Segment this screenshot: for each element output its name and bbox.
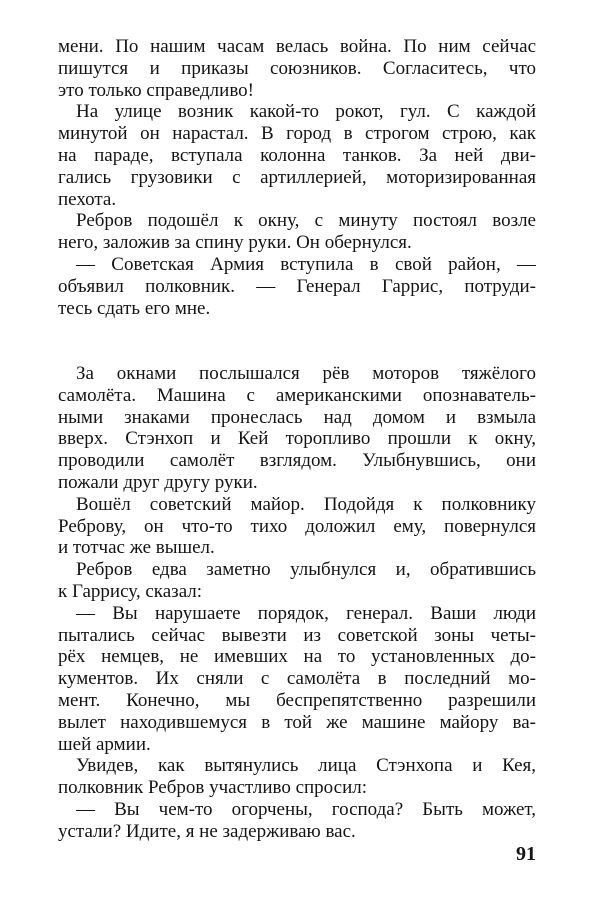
text-line: пожали друг другу руки. bbox=[58, 471, 258, 493]
text-line: гались грузовики с артиллерией, моторизированная bbox=[58, 166, 536, 188]
text-line: и тотчас же вышел. bbox=[58, 537, 215, 559]
text-line: На улице возник какой-то рокот, гул. С каждой bbox=[76, 101, 536, 123]
text-line: пытались сейчас вывезти из советской зоны четы- bbox=[58, 624, 536, 646]
text-line: Ребров подошёл к окну, с минуту постоял возле bbox=[76, 210, 536, 232]
text-line: мент. Конечно, мы беспрепятственно разрешили bbox=[58, 689, 536, 711]
page-number: 91 bbox=[516, 843, 536, 865]
text-line: Увидев, как вытянулись лица Стэнхопа и Кея, bbox=[76, 755, 536, 777]
text-line: — Советская Армия вступила в свой район, — bbox=[76, 253, 536, 275]
text-line: Вошёл советский майор. Подойдя к полковнику bbox=[76, 493, 536, 515]
text-section-2 bbox=[58, 363, 536, 843]
text-line: минутой он нарастал. В город в строгом строю, как bbox=[58, 123, 536, 145]
text-line: это только справедливо! bbox=[58, 79, 254, 101]
text-line: вылет находившемуся в той же машине майору ва- bbox=[58, 711, 536, 733]
text-line: проводили самолёт взглядом. Улыбнувшись, они bbox=[58, 450, 536, 472]
text-line: кументов. Их сняли с самолёта в последний мо- bbox=[58, 668, 536, 690]
text-line: полковник Ребров участливо спросил: bbox=[58, 777, 368, 799]
text-line: шей армии. bbox=[58, 733, 151, 755]
text-line: Ребров едва заметно улыбнулся и, обратившись bbox=[76, 559, 536, 581]
text-line: вверх. Стэнхоп и Кей торопливо прошли к окну, bbox=[58, 428, 536, 450]
text-section-1 bbox=[58, 36, 536, 319]
text-line: него, заложив за спину руки. Он обернулся. bbox=[58, 232, 412, 254]
text-line: ными знаками пронеслась над домом и взмыла bbox=[58, 406, 536, 428]
text-line: тесь сдать его мне. bbox=[58, 297, 211, 319]
text-line: — Вы нарушаете порядок, генерал. Ваши люди bbox=[76, 602, 536, 624]
text-line: на параде, вступала колонна танков. За ней дви- bbox=[58, 144, 536, 166]
text-line: Реброву, он что-то тихо доложил ему, повернулся bbox=[58, 515, 536, 537]
text-line: За окнами послышался рёв моторов тяжёлого bbox=[76, 363, 536, 384]
text-line: рёх немцев, не имевших на то установленных до- bbox=[58, 646, 536, 668]
text-line: к Гаррису, сказал: bbox=[58, 580, 203, 602]
text-line: пехота. bbox=[58, 188, 117, 210]
text-line: устали? Идите, я не задерживаю вас. bbox=[58, 820, 356, 842]
text-line: мени. По нашим часам велась война. По ним сейчас bbox=[58, 36, 536, 57]
text-line: пишутся и приказы союзников. Согласитесь, что bbox=[58, 57, 536, 79]
text-line: объявил полковник. — Генерал Гаррис, потруди- bbox=[58, 275, 536, 297]
text-line: самолёта. Машина с американскими опознаватель- bbox=[58, 384, 536, 406]
text-line: — Вы чем-то огорчены, господа? Быть может, bbox=[76, 798, 536, 820]
